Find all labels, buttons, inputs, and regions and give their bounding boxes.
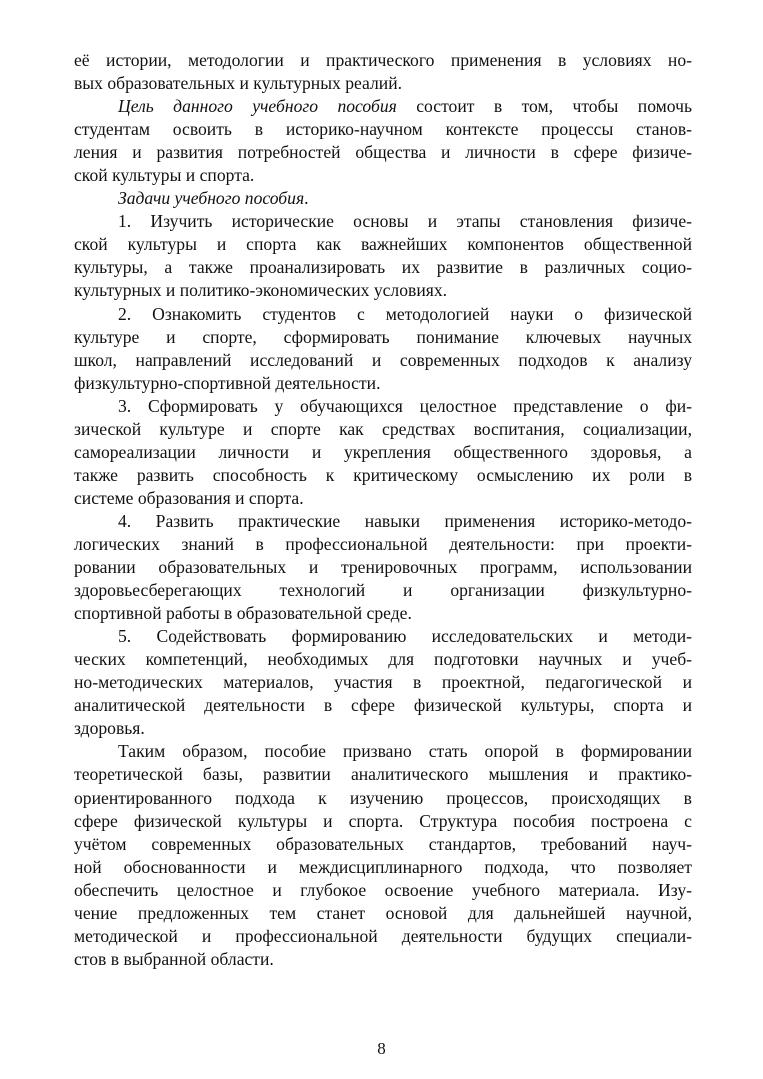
text-line: 2. Ознакомить студентов с методологией науки о физической	[118, 303, 692, 324]
text-line: ческих компетенций, необходимых для подготовки научных и учеб-	[74, 649, 692, 670]
text-line: стов в выбранной области.	[74, 948, 274, 969]
text-line: культуры, а также проанализировать их развитие в различных социо-	[74, 257, 692, 278]
text-line: чение предложенных тем станет основой для дальнейшей научной,	[74, 902, 692, 923]
text-line: здоровьесберегающих технологий и организации физкультурно-	[74, 580, 692, 601]
body-text	[74, 49, 692, 971]
text-line: ной обоснованности и междисциплинарного подхода, что позволяет	[74, 856, 692, 877]
text-line: студентам освоить в историко-научном контексте процессы станов-	[74, 119, 692, 140]
line-rest: состоит в том, чтобы помочь	[396, 96, 692, 117]
text-line: 3. Сформировать у обучающихся целостное представление о фи-	[118, 395, 692, 416]
text-line: здоровья.	[74, 718, 145, 739]
italic-lead: Цель данного учебного пособия	[118, 96, 397, 117]
text-line: Таким образом, пособие призвано стать опорой в формировании	[118, 741, 692, 762]
text-line: обеспечить целостное и глубокое освоение учебного материала. Изу-	[74, 879, 692, 900]
text-line: системе образования и спорта.	[74, 487, 304, 508]
text-line: сфере физической культуры и спорта. Структура пособия построена с	[74, 810, 692, 831]
text-line: спортивной работы в образовательной среде.	[74, 603, 412, 624]
text-line: 4. Развить практические навыки применения историко-методо-	[118, 510, 692, 531]
line-rest: .	[304, 188, 309, 209]
text-line: культурных и политико-экономических условиях.	[74, 280, 448, 301]
text-line: культуре и спорте, сформировать понимание ключевых научных	[74, 326, 692, 347]
text-line: аналитической деятельности в сфере физической культуры, спорта и	[74, 695, 692, 716]
text-line: теоретической базы, развитии аналитического мышления и практико-	[74, 764, 692, 785]
text-line: физкультурно-спортивной деятельности.	[74, 372, 381, 393]
text-line: методической и профессиональной деятельности будущих специали-	[74, 925, 692, 946]
text-line: её истории, методологии и практического применения в условиях но-	[74, 50, 692, 70]
page-number: 8	[377, 1039, 386, 1058]
text-line: ской культуры и спорта как важнейших компонентов общественной	[74, 234, 692, 255]
text-line: ориентированного подхода к изучению процессов, происходящих в	[74, 787, 692, 808]
text-line: но-методических материалов, участия в проектной, педагогической и	[74, 672, 692, 693]
text-line: учётом современных образовательных стандартов, требований науч-	[74, 833, 692, 854]
text-line: ровании образовательных и тренировочных программ, использовании	[74, 557, 692, 578]
text-line: вых образовательных и культурных реалий.	[74, 73, 403, 94]
text-line: ской культуры и спорта.	[74, 165, 255, 186]
text-line: ления и развития потребностей общества и личности в сфере физиче-	[74, 142, 692, 163]
italic-lead: Задачи учебного пособия	[118, 188, 305, 209]
text-line	[74, 187, 692, 210]
text-line: зической культуре и спорте как средствах воспитания, социализации,	[74, 418, 692, 439]
text-line: также развить способность к критическому осмыслению их роли в	[74, 464, 692, 485]
text-line: самореализации личности и укрепления общественного здоровья, а	[74, 441, 692, 462]
text-line	[74, 95, 692, 118]
text-line: 5. Содействовать формированию исследовательских и методи-	[118, 626, 692, 647]
text-line: 1. Изучить исторические основы и этапы становления физиче-	[118, 211, 692, 232]
text-line: логических знаний в профессиональной деятельности: при проекти-	[74, 533, 692, 554]
text-line: школ, направлений исследований и современных подходов к анализу	[74, 349, 692, 370]
